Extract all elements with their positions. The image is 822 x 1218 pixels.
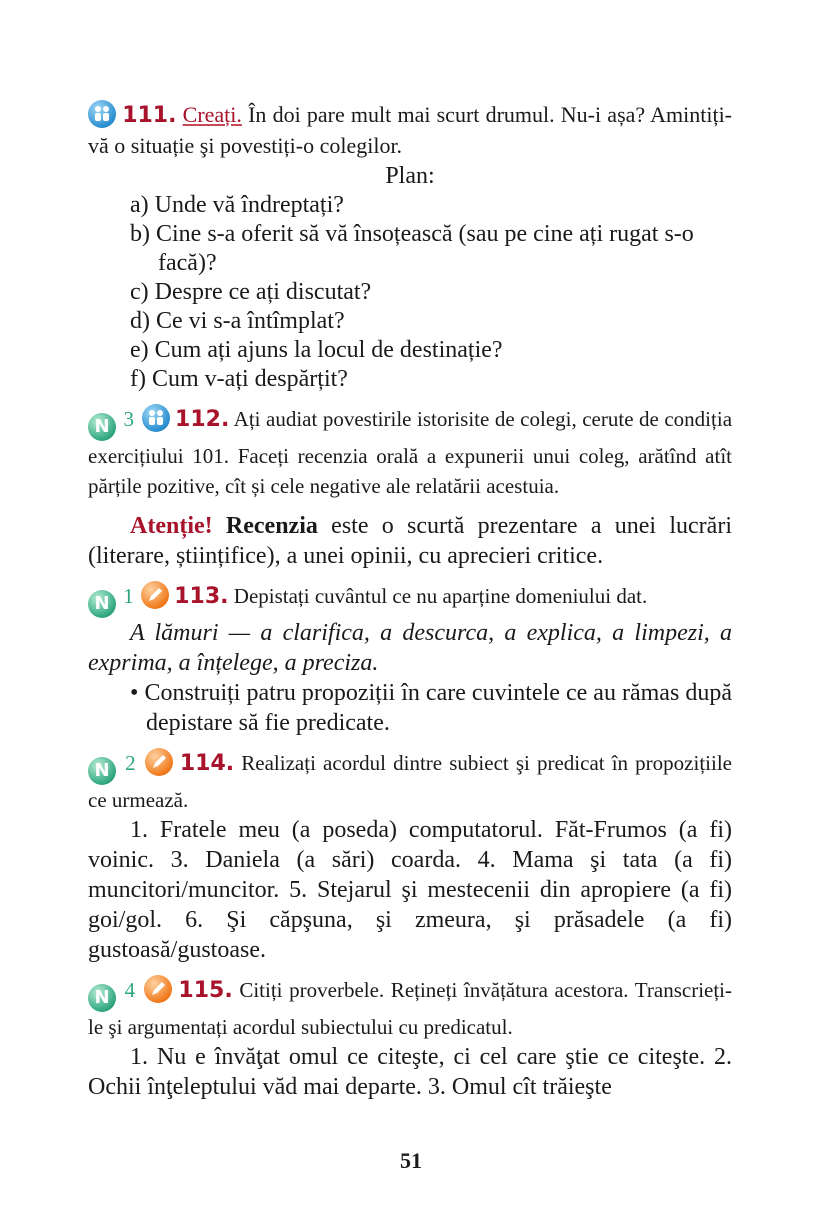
plan-item: c) Despre ce ați discutat? xyxy=(130,279,372,305)
plan-item: e) Cum ați ajuns la locul de destinație? xyxy=(130,337,503,363)
exercise-111-heading xyxy=(88,100,732,161)
page-content xyxy=(88,100,732,1102)
pair-work-icon xyxy=(142,404,170,432)
level-n-icon: N xyxy=(88,984,116,1012)
exercise-number: 114. xyxy=(179,751,235,776)
level-number: 3 xyxy=(123,407,135,431)
exercise-text: Ați audiat povestirile istorisite de colegi, cerute de condiția exercițiului 101. Faceți recenzia orală a expunerii unui coleg, arătînd atît părțile pozitive, cît și cele negative ale relatării acestuia. xyxy=(88,407,733,498)
exercise-text: Depistați cuvântul ce nu aparține domeniului dat. xyxy=(228,584,648,608)
pencil-icon xyxy=(145,748,173,776)
level-n-icon: N xyxy=(88,413,116,441)
plan-list xyxy=(130,191,732,394)
exercise-115 xyxy=(88,975,732,1102)
exercise-number: 111. xyxy=(122,103,177,128)
note-text: este o scurtă prezentare a unei lucrări (literare, științifice), a unei opinii, cu aprecieri critice. xyxy=(88,513,732,569)
exercise-number: 112. xyxy=(175,407,230,432)
plan-item: a) Unde vă îndreptați? xyxy=(130,192,344,218)
attention-note xyxy=(88,511,732,571)
pencil-icon xyxy=(144,975,172,1003)
exercise-number: 113. xyxy=(174,584,229,609)
exercise-text: Citiți proverbele. Rețineți învățătura acestora. Transcrieți-le şi argumentați acordul subiectului cu predicatul. xyxy=(88,978,733,1039)
plan-item: f) Cum v-ați despărțit? xyxy=(130,366,348,392)
pair-work-icon xyxy=(88,100,116,128)
exercise-text: În doi pare mult mai scurt drumul. Nu-i așa? Amintiți-vă o situație şi povestiți-o colegilor. xyxy=(88,102,733,158)
plan-title: Plan: xyxy=(385,163,435,189)
level-number: 1 xyxy=(123,584,134,608)
exercise-number: 115. xyxy=(178,978,233,1003)
term-recenzia: Recenzia xyxy=(225,513,318,539)
pencil-icon xyxy=(141,581,169,609)
word-list: A lămuri — a clarifica, a descurca, a explica, a limpezi, a exprima, a înțelege, a preciza. xyxy=(88,620,732,676)
exercise-115-body: 1. Nu e învăţat omul ce citeşte, ci cel care ştie ce citeşte. 2. Ochii înţeleptului văd mai departe. 3. Omul cît trăieşte xyxy=(88,1044,732,1100)
exercise-112-text xyxy=(88,404,732,501)
level-number: 2 xyxy=(125,751,136,775)
plan-item: d) Ce vi s-a întîmplat? xyxy=(130,308,345,334)
exercise-text: Realizați acordul dintre subiect şi predicat în propozițiile ce urmează. xyxy=(88,751,732,812)
level-n-icon: N xyxy=(88,757,116,785)
exercise-113 xyxy=(88,581,732,738)
exercise-114-heading xyxy=(88,748,732,815)
task-bullet: • Construiți patru propoziții în care cuvintele ce au rămas după depistare să fie predicate. xyxy=(130,680,732,736)
level-number: 4 xyxy=(124,978,136,1002)
exercise-114 xyxy=(88,748,732,965)
exercise-112 xyxy=(88,404,732,501)
attention-label: Atenție! xyxy=(130,513,213,539)
exercise-111 xyxy=(88,100,732,394)
level-n-icon: N xyxy=(88,590,116,618)
exercise-115-heading xyxy=(88,975,732,1042)
creati-link[interactable]: Creați. xyxy=(182,102,242,127)
exercise-113-heading xyxy=(88,581,732,618)
exercise-114-body: 1. Fratele meu (a poseda) computatorul. Făt-Frumos (a fi) voinic. 3. Daniela (a sări) coarda. 4. Mama şi tata (a fi) muncitori/muncitor. 5. Stejarul şi mestecenii din apropiere (a fi) goi/gol. 6. Şi căpşuna, şi zmeura, şi prăsadele (a fi) gustoasă/gustoase. xyxy=(88,817,732,963)
plan-item: b) Cine s-a oferit să vă însoțească (sau pe cine ați rugat s-o facă)? xyxy=(130,221,694,276)
page-number: 51 xyxy=(400,1148,422,1173)
